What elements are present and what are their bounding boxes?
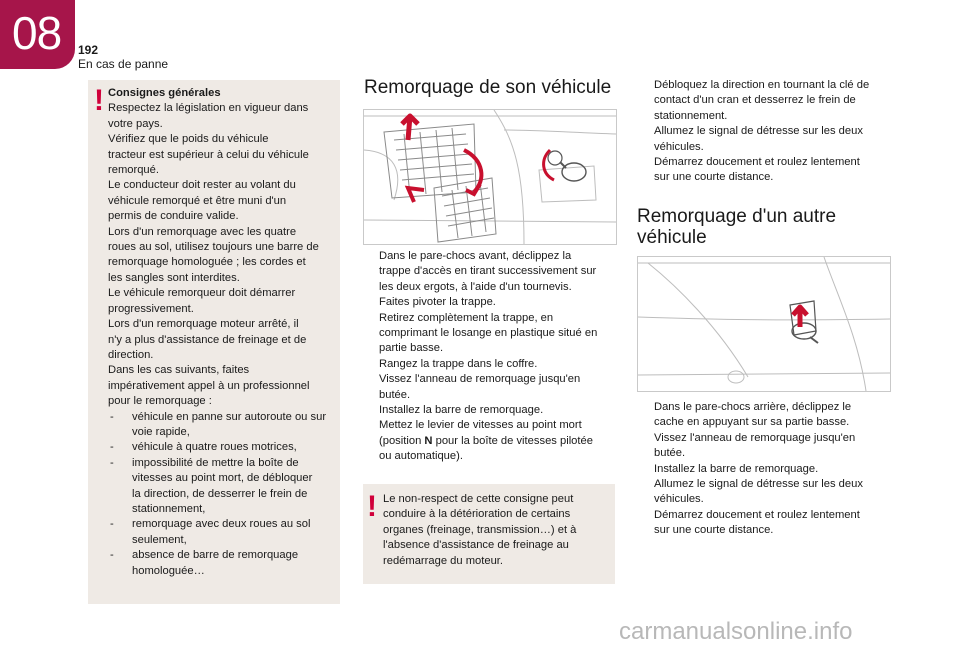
warning-text	[383, 492, 611, 569]
list-item-text	[132, 548, 298, 579]
step-item	[363, 403, 623, 418]
text-line: remorquage homologuée ; les cordes et	[108, 256, 306, 269]
step-text	[654, 477, 863, 508]
rear-bumper-drawing	[638, 257, 890, 391]
list-line: voie rapide,	[132, 425, 190, 438]
step-line: Démarrez doucement et roulez lentement	[654, 156, 860, 169]
step-line: Dans le pare-chocs arrière, déclippez le	[654, 401, 852, 413]
step-marker-icon	[363, 372, 379, 403]
step-marker-icon	[638, 431, 654, 462]
list-line: impossibilité de mettre la boîte de	[132, 456, 299, 469]
list-dash: -	[110, 410, 114, 423]
text-line: n'y a plus d'assistance de freinage et de	[108, 333, 307, 346]
list-line: homologuée…	[132, 564, 205, 577]
step-marker-icon	[638, 400, 654, 431]
step-text	[379, 372, 580, 403]
list-dash: -	[110, 518, 114, 531]
step-marker-icon	[363, 311, 379, 357]
general-instructions-lines	[108, 101, 338, 409]
step-line: véhicules.	[654, 493, 704, 506]
step-text	[654, 78, 869, 124]
step-line: ou automatique).	[379, 450, 463, 463]
step-text	[379, 418, 593, 464]
step-marker-icon	[363, 249, 379, 295]
warning-icon: !	[367, 490, 377, 523]
text-line: direction.	[108, 348, 154, 361]
section-title-own-vehicle: Remorquage de son véhicule	[364, 77, 612, 98]
warning-icon: !	[94, 84, 104, 117]
step-line: sur une courte distance.	[654, 171, 774, 184]
step-line: comprimant le losange en plastique situé en	[379, 327, 598, 340]
step-item	[363, 295, 623, 310]
step-line: les deux ergots, à l'aide d'un tournevis.	[379, 280, 572, 293]
list-line: remorquage avec deux roues au sol	[132, 518, 311, 531]
step-marker-icon	[638, 477, 654, 508]
list-item-text	[132, 517, 311, 548]
step-text	[654, 124, 863, 155]
text-line: conduire à la détérioration de certains	[383, 508, 571, 521]
text-line: Respectez la législation en vigueur dans	[108, 102, 309, 115]
text-line: roues au sol, utilisez toujours une barre de	[108, 241, 319, 254]
step-item	[638, 78, 898, 124]
list-line: absence de barre de remorquage	[132, 549, 299, 562]
list-item-text	[132, 456, 312, 518]
step-item	[638, 431, 898, 462]
step-line: Débloquez la direction en tournant la clé de	[654, 79, 870, 91]
step-line: butée.	[379, 388, 411, 401]
list-item	[108, 517, 338, 548]
text-line: Le non-respect de cette consigne peut	[383, 493, 574, 505]
step-marker-icon	[638, 462, 654, 477]
other-vehicle-steps	[638, 400, 898, 539]
step-line: Vissez l'anneau de remorquage jusqu'en	[654, 431, 856, 444]
list-line: la direction, de desserrer le frein de	[132, 487, 308, 500]
list-item	[108, 456, 338, 518]
chapter-tab	[0, 0, 75, 69]
step-text	[379, 357, 537, 372]
text-line: Le véhicule remorqueur doit démarrer	[108, 287, 296, 300]
watermark: carmanualsonline.info	[619, 618, 853, 645]
step-text	[654, 508, 860, 539]
text-line: Vérifiez que le poids du véhicule	[108, 133, 269, 146]
step-text	[379, 249, 596, 295]
section-title: En cas de panne	[78, 57, 169, 71]
step-line: Dans le pare-chocs avant, déclippez la	[379, 250, 572, 262]
step-marker-icon	[363, 295, 379, 310]
step-line: butée.	[654, 447, 686, 460]
step-item	[638, 508, 898, 539]
step-item	[363, 418, 623, 464]
list-item-text	[132, 410, 326, 441]
text-line: Lors d'un remorquage moteur arrêté, il	[108, 318, 299, 331]
section-title-other-vehicle	[637, 206, 836, 248]
step-text	[379, 311, 597, 357]
step-line: Vissez l'anneau de remorquage jusqu'en	[379, 373, 581, 386]
list-item	[108, 410, 338, 441]
general-instructions-box	[88, 80, 340, 604]
section-title-line2: véhicule	[637, 227, 707, 248]
step-marker-icon	[363, 418, 379, 464]
front-bumper-drawing	[364, 110, 616, 244]
step-line: stationnement.	[654, 109, 728, 122]
step-line: Installez la barre de remorquage.	[654, 462, 819, 475]
text-line: Lors d'un remorquage avec les quatre	[108, 225, 297, 238]
step-line: Mettez le levier de vitesses au point mort	[379, 419, 582, 432]
step-line: Installez la barre de remorquage.	[379, 404, 544, 417]
list-item	[108, 440, 338, 455]
text-line: remorqué.	[108, 164, 159, 177]
text-line: Le conducteur doit rester au volant du	[108, 179, 296, 192]
step-marker-icon	[638, 78, 654, 124]
step-line: Allumez le signal de détresse sur les deux	[654, 478, 863, 491]
step-marker-icon	[638, 124, 654, 155]
step-line: Allumez le signal de détresse sur les deux	[654, 125, 863, 138]
step-marker-icon	[363, 403, 379, 418]
step-text	[654, 400, 851, 431]
step-item	[363, 372, 623, 403]
step-text	[379, 295, 496, 310]
step-text	[654, 462, 818, 477]
step-text	[654, 431, 855, 462]
list-item-text	[132, 440, 297, 455]
text-line: pour le remorquage :	[108, 395, 212, 408]
step-item	[363, 311, 623, 357]
text-line: redémarrage du moteur.	[383, 554, 504, 567]
list-dash: -	[110, 456, 114, 469]
text-line: l'absence d'assistance de freinage au	[383, 539, 569, 552]
step-line: sur une courte distance.	[654, 524, 774, 537]
text-line: les sangles sont interdites.	[108, 271, 240, 284]
general-instructions-title: Consignes générales	[108, 87, 221, 99]
step-marker-icon	[638, 508, 654, 539]
step-item	[638, 462, 898, 477]
step-line: cache en appuyant sur sa partie basse.	[654, 416, 850, 429]
list-dash: -	[110, 441, 114, 454]
general-instructions-list	[108, 410, 338, 579]
section-title-line1: Remorquage d'un autre	[637, 206, 837, 227]
list-line: seulement,	[132, 533, 187, 546]
step-marker-icon	[638, 155, 654, 186]
text-line: organes (freinage, transmission…) et à	[383, 523, 577, 536]
list-line: vitesses au point mort, de débloquer	[132, 472, 313, 485]
front-bumper-illustration	[363, 109, 617, 245]
text-line: tracteur est supérieur à celui du véhicule	[108, 148, 309, 161]
step-line: Démarrez doucement et roulez lentement	[654, 508, 860, 521]
page-number: 192	[78, 43, 99, 57]
text-line: impérativement appel à un professionnel	[108, 379, 310, 392]
list-line: véhicule en panne sur autoroute ou sur	[132, 410, 327, 423]
general-instructions-text	[108, 86, 338, 579]
step-item	[638, 155, 898, 186]
step-text	[654, 155, 860, 186]
step-line: véhicules.	[654, 140, 704, 153]
rear-bumper-illustration	[637, 256, 891, 392]
step-line: Retirez complètement la trappe, en	[379, 311, 554, 324]
step-line: (position N pour la boîte de vitesses pilotée	[379, 434, 593, 447]
step-item	[363, 249, 623, 295]
step-marker-icon	[363, 357, 379, 372]
list-line: stationnement,	[132, 502, 206, 515]
text-line: votre pays.	[108, 117, 163, 130]
text-line: permis de conduire valide.	[108, 210, 239, 223]
step-item	[363, 357, 623, 372]
own-vehicle-steps	[363, 249, 623, 465]
step-line: trappe d'accès en tirant successivement sur	[379, 265, 597, 278]
chapter-number: 08	[12, 7, 62, 59]
step-text	[379, 403, 543, 418]
step-item	[638, 400, 898, 431]
text-line: Dans les cas suivants, faites	[108, 364, 250, 377]
warning-box	[363, 484, 615, 584]
own-vehicle-steps-continued	[638, 78, 898, 186]
step-line: Faites pivoter la trappe.	[379, 296, 496, 309]
list-dash: -	[110, 549, 114, 562]
step-line: contact d'un cran et desserrez le frein de	[654, 94, 856, 107]
step-item	[638, 477, 898, 508]
list-line: véhicule à quatre roues motrices,	[132, 441, 297, 454]
text-line: progressivement.	[108, 302, 194, 315]
step-line: Rangez la trappe dans le coffre.	[379, 357, 538, 370]
text-line: véhicule remorqué et être muni d'un	[108, 194, 287, 207]
step-line: partie basse.	[379, 342, 444, 355]
list-item	[108, 548, 338, 579]
step-item	[638, 124, 898, 155]
